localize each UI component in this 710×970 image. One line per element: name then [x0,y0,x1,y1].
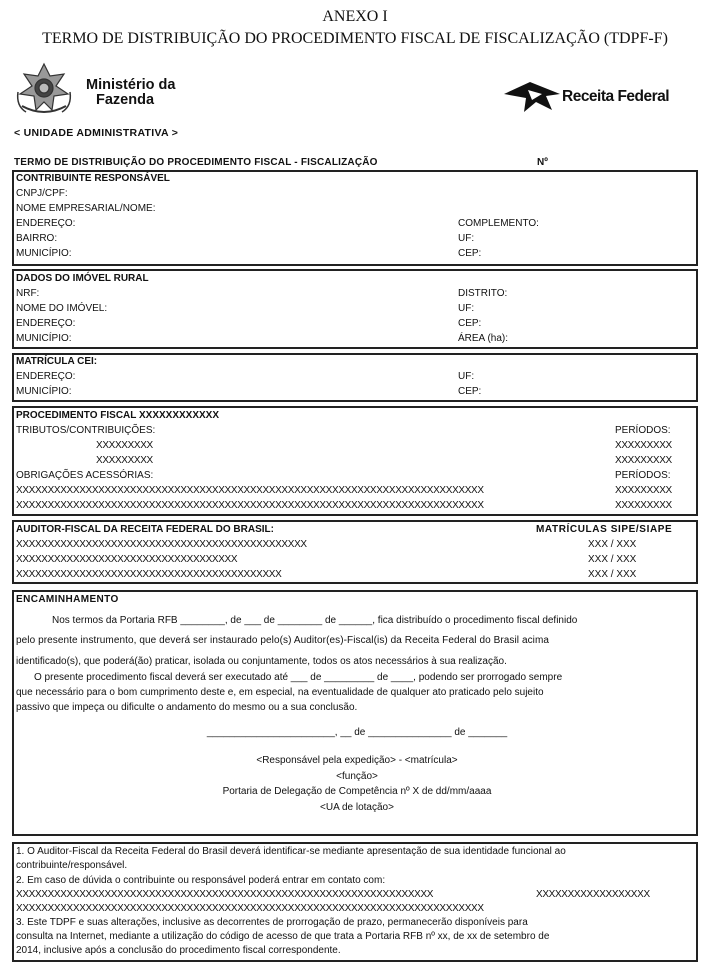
contribuinte-section [12,170,698,266]
auditor-name: XXXXXXXXXXXXXXXXXXXXXXXXXXXXXXXXXXX [16,554,238,565]
paragraph-line: que necessário para o bom cumprimento deste e, em especial, na eventualidade de qualquer ato praticado pelo sujeito [16,687,544,698]
imovel-municipio-label: MUNICÍPIO: [16,333,72,344]
note-line: 1. O Auditor-Fiscal da Receita Federal do Brasil deverá identificar-se mediante apresentação de sua identidade funcional ao [16,846,566,857]
coat-of-arms-icon [12,62,76,118]
auditor-matricula: XXX / XXX [588,554,637,565]
contact-placeholder: XXXXXXXXXXXXXXXXXXXXXXXXXXXXXXXXXXXXXXXXXXXXXXXXXXXXXXXXXXXXXXXXXX [16,889,434,900]
portaria-line: Portaria de Delegação de Competência nº X de dd/mm/aaaa [222,786,492,797]
annex-label: ANEXO I [322,8,388,25]
paragraph-line: passivo que impeça ou dificulte o andamento do mesmo ou a sua conclusão. [16,702,358,713]
area-label: ÁREA (ha): [458,333,509,344]
cei-municipio-label: MUNICÍPIO: [16,386,72,397]
cei-cep-label: CEP: [458,386,482,397]
procedimento-fiscal-section [12,406,698,516]
complemento-label: COMPLEMENTO: [458,218,539,229]
endereco-label: ENDEREÇO: [16,218,76,229]
form-number-label: Nº [537,157,548,168]
paragraph-line: O presente procedimento fiscal deverá ser executado até ___ de _________ de ____, podendo ser prorrogado sempre [34,672,563,683]
obrigacao-item: XXXXXXXXXXXXXXXXXXXXXXXXXXXXXXXXXXXXXXXXXXXXXXXXXXXXXXXXXXXXXXXXXXXXXXXXXX [16,485,484,496]
note-line: 3. Este TDPF e suas alterações, inclusive as decorrentes de prorrogação de prazo, permanecerão disponíveis para [16,917,528,928]
nrf-label: NRF: [16,288,40,299]
imovel-cep-label: CEP: [458,318,482,329]
distrito-label: DISTRITO: [458,288,508,299]
date-signature-line: _______________________, __ de _______________ de _______ [206,727,508,738]
periodos-label: PERÍODOS: [615,425,671,436]
encaminhamento-section [12,590,698,836]
matricula-cei-section [12,353,698,402]
note-line: 2014, inclusive após a conclusão do procedimento fiscal correspondente. [16,945,341,956]
periodo-item: XXXXXXXXX [615,440,672,451]
periodo-item: XXXXXXXXX [615,485,672,496]
obrigacao-item: XXXXXXXXXXXXXXXXXXXXXXXXXXXXXXXXXXXXXXXXXXXXXXXXXXXXXXXXXXXXXXXXXXXXXXXXXX [16,500,484,511]
paragraph-line: identificado(s), que poderá(ão) praticar, isolada ou conjuntamente, todos os atos necessários à sua realização. [16,656,507,667]
form-title: TERMO DE DISTRIBUIÇÃO DO PROCEDIMENTO FISCAL - FISCALIZAÇÃO [14,157,378,168]
receita-federal-logo-icon [502,80,562,114]
contribuinte-heading: CONTRIBUINTE RESPONSÁVEL [16,173,170,184]
ministry-logo-text [86,78,175,108]
contact-placeholder: XXXXXXXXXXXXXXXXXXXXXXXXXXXXXXXXXXXXXXXXXXXXXXXXXXXXXXXXXXXXXXXXXXXXXXXXXX [16,903,484,914]
contact-placeholder: XXXXXXXXXXXXXXXXXX [536,889,650,900]
nome-imovel-label: NOME DO IMÓVEL: [16,303,108,314]
paragraph-line: pelo presente instrumento, que deverá ser instaurado pelo(s) Auditor(es)-Fiscal(is) da Receita Federal do Brasil acima [16,635,550,646]
document-title: TERMO DE DISTRIBUIÇÃO DO PROCEDIMENTO FISCAL DE FISCALIZAÇÃO (TDPF-F) [42,30,668,47]
auditor-name: XXXXXXXXXXXXXXXXXXXXXXXXXXXXXXXXXXXXXXXXXX [16,569,282,580]
cei-heading: MATRÍCULA CEI: [16,356,98,367]
auditor-section [12,520,698,584]
responsavel-line: <Responsável pela expedição> - <matrícula> [256,755,458,766]
cep-label: CEP: [458,248,482,259]
municipio-label: MUNICÍPIO: [16,248,72,259]
uf-label: UF: [458,233,475,244]
tributo-item: XXXXXXXXX [96,440,153,451]
receita-federal-text: Receita Federal [562,88,670,105]
ministry-line2: Fazenda [96,92,155,108]
note-line: contribuinte/responsável. [16,860,128,871]
note-line: 2. Em caso de dúvida o contribuinte ou responsável poderá entrar em contato com: [16,875,386,886]
tributos-label: TRIBUTOS/CONTRIBUIÇÕES: [16,425,156,436]
imovel-endereco-label: ENDEREÇO: [16,318,76,329]
cei-endereco-label: ENDEREÇO: [16,371,76,382]
auditor-matricula: XXX / XXX [588,539,637,550]
encaminhamento-heading: ENCAMINHAMENTO [16,594,119,605]
obrigacoes-label: OBRIGAÇÕES ACESSÓRIAS: [16,470,154,481]
imovel-rural-section [12,269,698,349]
paragraph-line: Nos termos da Portaria RFB ________, de ___ de ________ de ______, fica distribuído o procedimento fiscal definido [52,615,578,626]
procedimento-heading: PROCEDIMENTO FISCAL XXXXXXXXXXXX [16,410,220,421]
periodo-item: XXXXXXXXX [615,455,672,466]
cei-uf-label: UF: [458,371,475,382]
tributo-item: XXXXXXXXX [96,455,153,466]
ua-line: <UA de lotação> [320,802,394,813]
ministry-line1: Ministério da [86,77,176,93]
auditor-heading: AUDITOR-FISCAL DA RECEITA FEDERAL DO BRASIL: [16,524,274,535]
note-line: consulta na Internet, mediante a utilização do código de acesso de que trata a Portaria RFB nº xx, de xx de setembro de [16,931,550,942]
auditor-name: XXXXXXXXXXXXXXXXXXXXXXXXXXXXXXXXXXXXXXXXXXXXXX [16,539,307,550]
cnpj-label: CNPJ/CPF: [16,188,68,199]
periodo-item: XXXXXXXXX [615,500,672,511]
auditor-matricula: XXX / XXX [588,569,637,580]
imovel-heading: DADOS DO IMÓVEL RURAL [16,273,149,284]
notes-section [12,842,698,962]
bairro-label: BAIRRO: [16,233,58,244]
periodos-label: PERÍODOS: [615,470,671,481]
administrative-unit: < UNIDADE ADMINISTRATIVA > [14,127,179,139]
nome-empresarial-label: NOME EMPRESARIAL/NOME: [16,203,156,214]
imovel-uf-label: UF: [458,303,475,314]
matriculas-heading: MATRÍCULAS SIPE/SIAPE [536,524,673,535]
funcao-line: <função> [336,771,378,782]
